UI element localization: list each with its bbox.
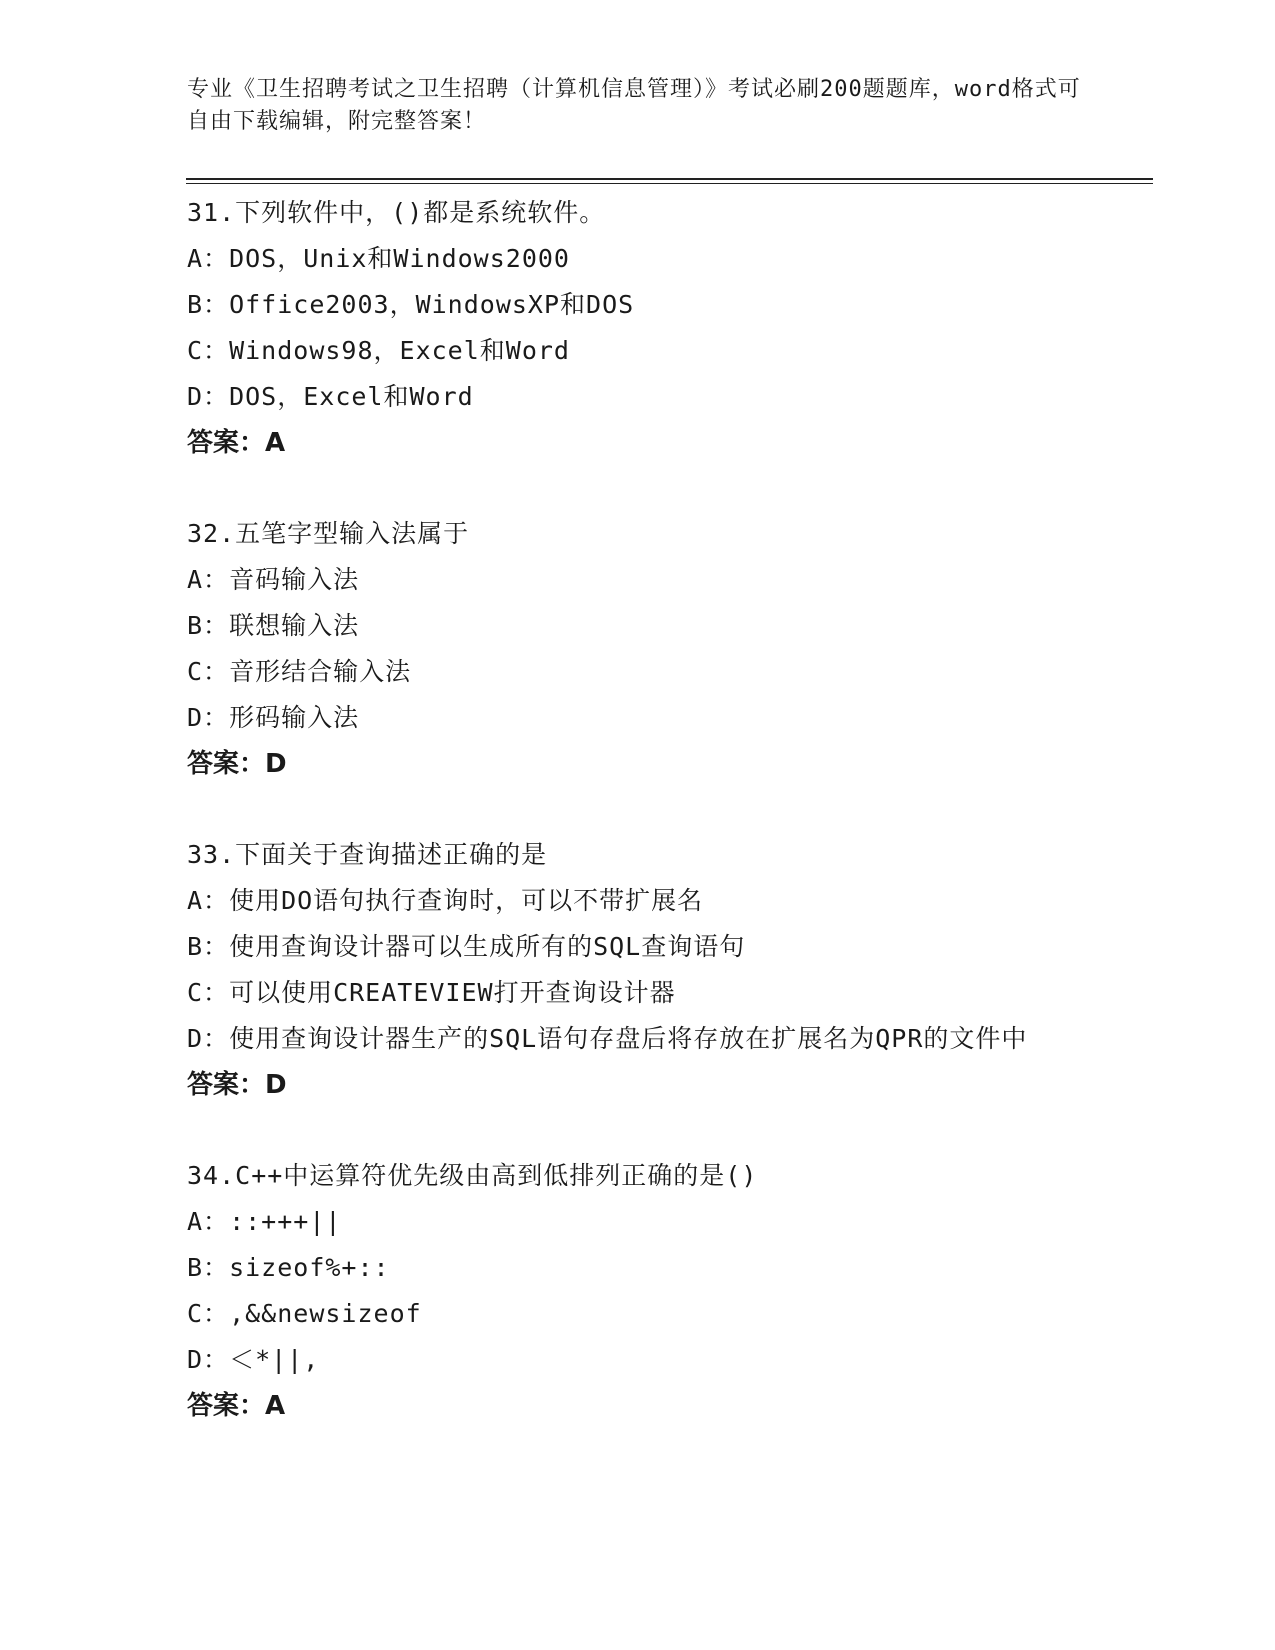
option-key: A： (187, 244, 230, 273)
question-stem: 32.五笔字型输入法属于 (187, 519, 470, 548)
option-text: Windows98，Excel和Word (229, 336, 570, 365)
answer-line: 答案：D (187, 749, 287, 779)
option-c (187, 1291, 1087, 1337)
question-list (187, 190, 1087, 1474)
option-key: B： (187, 1253, 230, 1282)
option-key: B： (187, 290, 230, 319)
option-text: 联想输入法 (229, 611, 360, 640)
question-31 (187, 190, 1087, 466)
question-33 (187, 832, 1087, 1108)
option-a (187, 1199, 1087, 1245)
option-key: D： (187, 703, 230, 732)
option-key: A： (187, 886, 230, 915)
option-text: 使用查询设计器生产的SQL语句存盘后将存放在扩展名为QPR的文件中 (229, 1024, 1028, 1053)
option-text: 可以使用CREATEVIEW打开查询设计器 (229, 978, 676, 1007)
document-header (187, 74, 1087, 138)
option-a (187, 878, 1087, 924)
option-d (187, 695, 1087, 741)
option-c (187, 328, 1087, 374)
option-b (187, 1245, 1087, 1291)
option-key: C： (187, 336, 230, 365)
option-text: 使用查询设计器可以生成所有的SQL查询语句 (229, 932, 746, 961)
header-divider-thin (186, 183, 1153, 184)
option-key: C： (187, 657, 230, 686)
option-key: B： (187, 932, 230, 961)
option-c (187, 649, 1087, 695)
option-key: D： (187, 1024, 230, 1053)
option-d (187, 1016, 1087, 1062)
option-text: 形码输入法 (229, 703, 360, 732)
option-key: A： (187, 1207, 230, 1236)
option-text: ::+++|| (229, 1207, 342, 1236)
option-text: Office2003，WindowsXP和DOS (229, 290, 635, 319)
option-text: sizeof%+:: (229, 1253, 390, 1282)
option-a (187, 236, 1087, 282)
question-stem: 33.下面关于查询描述正确的是 (187, 840, 548, 869)
option-text: ,&&newsizeof (229, 1299, 422, 1328)
question-stem: 31.下列软件中，()都是系统软件。 (187, 198, 606, 227)
answer-line: 答案：D (187, 1070, 287, 1100)
option-key: D： (187, 382, 230, 411)
option-b (187, 603, 1087, 649)
question-stem: 34.C++中运算符优先级由高到低排列正确的是() (187, 1161, 758, 1190)
option-key: C： (187, 978, 230, 1007)
option-text: DOS，Unix和Windows2000 (229, 244, 570, 273)
question-32 (187, 511, 1087, 787)
option-a (187, 557, 1087, 603)
option-key: B： (187, 611, 230, 640)
option-b (187, 282, 1087, 328)
option-d (187, 1337, 1087, 1383)
option-text: DOS，Excel和Word (229, 382, 474, 411)
option-text: ＜*||, (229, 1345, 320, 1374)
answer-line: 答案：A (187, 1391, 286, 1421)
option-c (187, 970, 1087, 1016)
option-key: A： (187, 565, 230, 594)
option-d (187, 374, 1087, 420)
option-text: 音码输入法 (229, 565, 360, 594)
answer-line: 答案：A (187, 428, 286, 458)
header-divider-thick (186, 178, 1153, 180)
option-b (187, 924, 1087, 970)
option-text: 使用DO语句执行查询时，可以不带扩展名 (229, 886, 704, 915)
option-text: 音形结合输入法 (229, 657, 412, 686)
option-key: C： (187, 1299, 230, 1328)
question-34 (187, 1153, 1087, 1429)
option-key: D： (187, 1345, 230, 1374)
header-text: 专业《卫生招聘考试之卫生招聘（计算机信息管理）》考试必刷200题题库，word格式可自由下载编辑，附完整答案！ (187, 77, 1081, 134)
